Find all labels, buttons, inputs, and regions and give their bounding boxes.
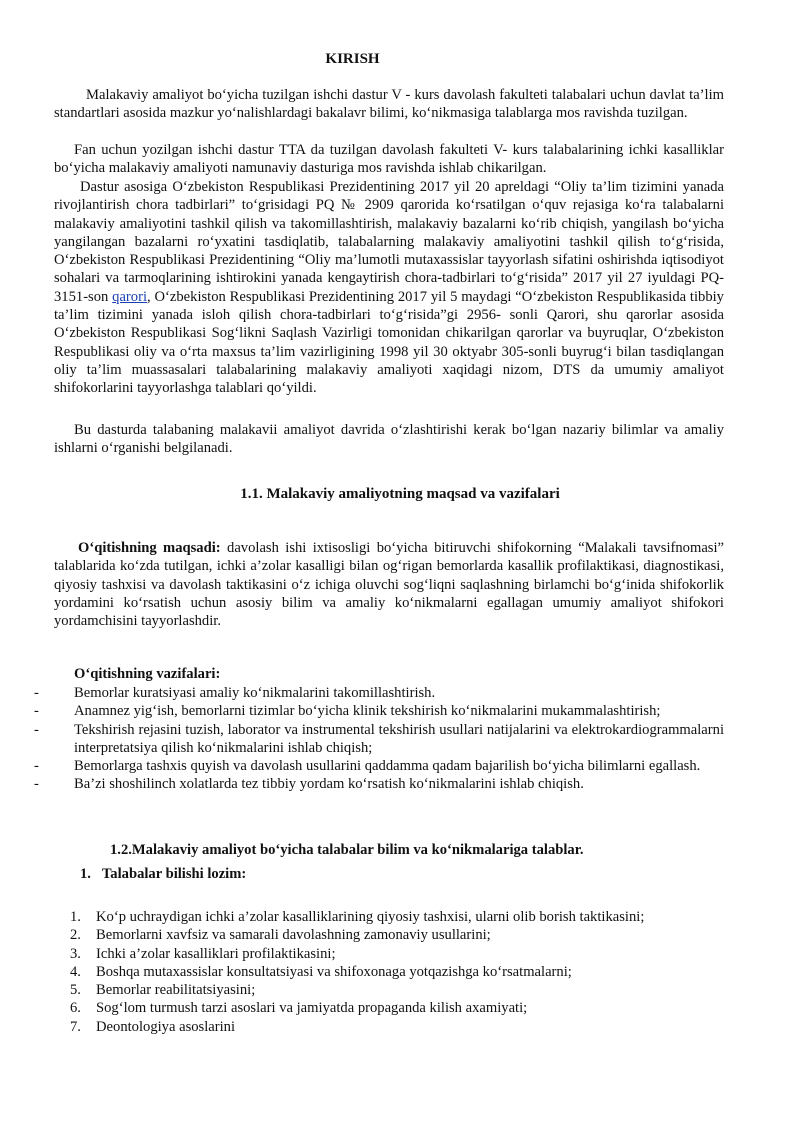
intro-paragraph-2: Fan uchun yozilgan ishchi dastur TTA da tuzilgan davolash fakulteti V- kurs talabalarining ichki kasalliklar bo‘yicha malakaviy amaliyoti namunaviy dasturiga mos ravishda ishlab chikarilgan.: [54, 142, 724, 177]
knowledge-item: 2. Bemorlarni xavfsiz va samarali davolashning zamonaviy usullarini;: [70, 927, 491, 944]
intro-paragraph-1: Malakaviy amaliyot bo‘yicha tuzilgan ishchi dastur V - kurs davolash fakulteti talabalari uchun davlat ta’lim standartlari asosida mazkur yo‘nalishlardagi bakalavr bilimi, ko‘nikmasiga talablarga mos ravishda tuzilgan.: [54, 87, 724, 122]
tasks-label: O‘qitishning vazifalari:: [74, 666, 221, 682]
knowledge-list: [70, 908, 730, 1036]
task-item: - Bemorlarga tashxis quyish va davolash usullarini qaddamma qadam bajarilish bo‘yicha bilimlarni egallash.: [34, 758, 701, 775]
task-item: - Bemorlar kuratsiyasi amaliy ko‘nikmalarini takomillashtirish.: [34, 685, 436, 701]
intro-paragraph-3-text-a: Dastur asosiga O‘zbekiston Respublikasi Prezidentining 2017 yil 20 apreldagi “Oliy ta’lim tizimini yanada rivojlantirish chora tadbirlari” to‘grisidagi PQ № 2909 qarorida ko‘rsatilgan o‘quv rejasiga ko‘ra talabalarni malakaviy amaliyotini tashkil qilish va takomillashtirish, malakaviy bazalarni ko‘rib chiqish, yangilash bo‘yicha yangilangan bazalarni ro‘yxatini tasdiqlatib, talabalarning malakaviy amaliyotini tashkil qilish to‘g‘risida, O‘zbekiston Respublikasi Prezidentining “Oliy ma’lumotli mutaxassislar tayyorlash sifatini oshirishda iqtisodiyot sohalari va tarmoqlarining ishtirokini yanada kengaytirish chora-tadbirlari to‘g‘risida” 2017 yil 27 iyuldagi PQ-3151-son: [54, 179, 724, 305]
knowledge-item: 6. Sog‘lom turmush tarzi asoslari va jamiyatda propaganda kilish axamiyati;: [70, 1000, 528, 1017]
section-1-heading: 1.1. Malakaviy amaliyotning maqsad va vazifalari: [240, 486, 560, 502]
knowledge-item: 4. Boshqa mutaxassislar konsultatsiyasi va shifoxonaga yotqazishga ko‘rsatmalarni;: [70, 963, 572, 980]
knowledge-item: 1. Ko‘p uchraydigan ichki a’zolar kasalliklarining qiyosiy tashxisi, ularni olib borish taktikasini;: [70, 909, 645, 925]
section-2-heading: 1.2.Malakaviy amaliyot bo‘yicha talabalar bilim va ko‘nikmalariga talablar.: [110, 842, 584, 858]
goal-label: O‘qitishning maqsadi:: [78, 540, 221, 556]
knowledge-item: 7. Deontologiya asoslarini: [70, 1018, 236, 1035]
knowledge-subheading: [80, 865, 750, 883]
page-title: KIRISH: [325, 51, 380, 67]
intro-paragraph-4: Bu dasturda talabaning malakavii amaliyot davrida o‘zlashtirishi kerak bo‘lgan nazariy bilimlar va amaliy ishlarni o‘rganishi belgilanadi.: [54, 422, 724, 457]
knowledge-subheading-number: 1.: [80, 866, 91, 882]
task-item: - Anamnez yig‘ish, bemorlarni tizimlar bo‘yicha klinik tekshirish ko‘nikmalarini mukammalashtirish;: [34, 703, 661, 720]
intro-paragraph-3-text-b: , O‘zbekiston Respublikasi Prezidentining 2017 yil 5 maydagi “O‘zbekiston Respublikasida tibbiy ta’lim tizimini yanada isloh qilish chora-tadbirlari to‘g‘risida”gi 2956- sonli Qarori, shu qarorlar asosida O‘zbekiston Respublikasi Sog‘likni Saqlash Vazirligi tomonidan chikarilgan qarorlar va buyruqlar, O‘zbekiston Respublikasi oliy va o‘rta maxsus ta’lim vazirligining 1998 yil 30 oktyabr 305-sonli buyrug‘i bilan tasdiqlangan oliy ta’lim muassasalari talabalarining malakaviy amaliyoti xaqidagi nizom, DTS da umumiy amaliyot shifokorlarini tayyorlashga talablari qo‘yildi.: [54, 288, 724, 397]
task-item: - Tekshirish rejasini tuzish, laborator va instrumental tekshirish usullari natijalarini va elektrokardiogrammalarni interpretatsiya qilish ko‘nikmalarini ishlab chiqish;: [34, 721, 724, 756]
goal-paragraph: [54, 539, 724, 630]
knowledge-subheading-label: Talabalar bilishi lozim:: [101, 866, 247, 882]
knowledge-item: 3. Ichki a’zolar kasalliklari profilaktikasini;: [70, 945, 336, 962]
task-item: - Ba’zi shoshilinch xolatlarda tez tibbiy yordam ko‘rsatish ko‘nikmalarini ishlab chiqish.: [34, 776, 584, 793]
tasks-list: [34, 684, 724, 794]
qarori-link[interactable]: qarori: [112, 288, 148, 305]
knowledge-item: 5. Bemorlar reabilitatsiyasini;: [70, 982, 256, 999]
intro-paragraph-3: [54, 178, 724, 398]
goal-text: davolash ishi ixtisosligi bo‘yicha bitiruvchi shifokorning “Malakali tavsifnomasi” talablarida ko‘zda tutilgan, ichki a’zolar kasalligi bilan og‘rigan bemorlarda kasallik profilaktikasi, diagnostikasi, qiyosiy tashxisi va davolash taktikasini o‘z ichiga oluvchi sog‘liqni saqlashning birlamchi bo‘g‘inida shifokorlik yordamini ko‘rsatish uchun asosiy bilim va amaliy ko‘nikmalarni egallagan umumiy amaliyot shifokori yordamchisini tayyorlashdir.: [54, 540, 725, 630]
